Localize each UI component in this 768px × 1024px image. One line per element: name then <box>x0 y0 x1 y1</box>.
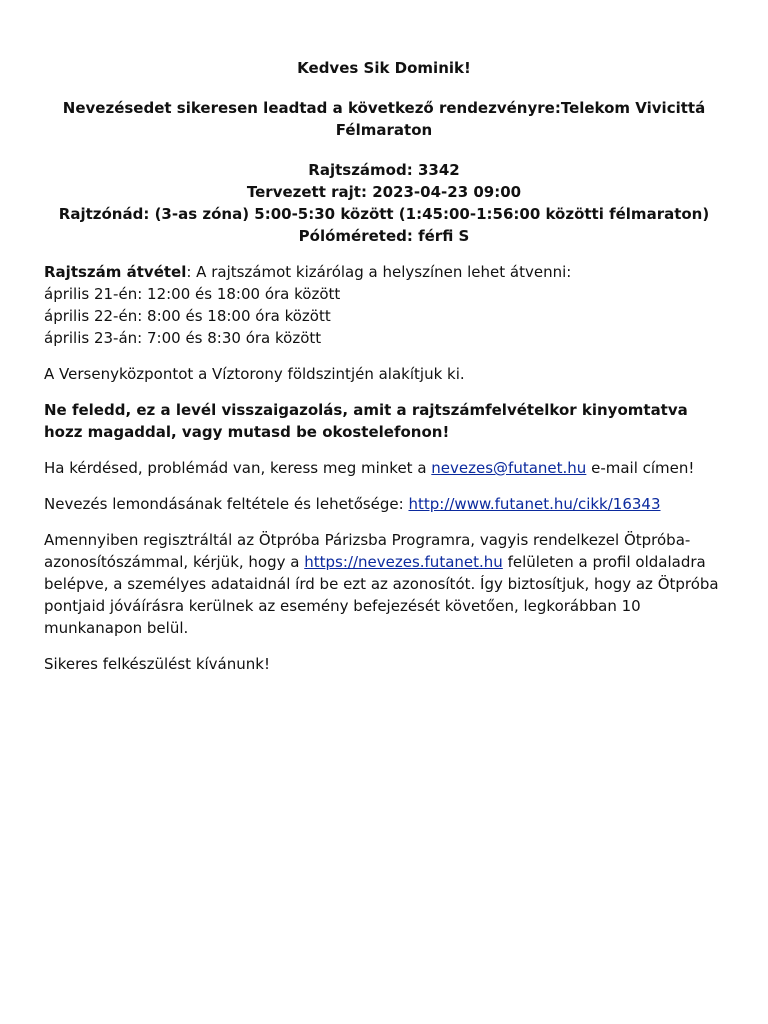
start-time: 2023-04-23 09:00 <box>372 183 522 201</box>
pickup-intro: : A rajtszámot kizárólag a helyszínen lehet átvenni: <box>186 263 572 281</box>
zone-value: (3-as zóna) 5:00-5:30 között (1:45:00-1:56:00 közötti félmaraton) <box>154 205 710 223</box>
event-confirmation <box>44 97 724 141</box>
pickup-time-2: április 22-én: 8:00 és 18:00 óra között <box>44 307 331 325</box>
bib-number: 3342 <box>417 161 460 179</box>
otp-after: felületen a profil oldaladra belépve, a személyes adataidnál írd be ezt az azonosítót. Így biztosítjuk, hogy az Ötpróba pontjaid jóváírásra kerülnek az esemény befejezését követően, legkorábban 10 munkanapon belül. <box>44 553 719 637</box>
zone-row <box>44 203 724 225</box>
pickup-time-1: április 21-én: 12:00 és 18:00 óra között <box>44 285 341 303</box>
shirt-row <box>44 225 724 247</box>
nevezes-link[interactable]: https://nevezes.futanet.hu <box>304 553 503 571</box>
start-label: Tervezett rajt: <box>246 183 367 201</box>
pickup-section <box>44 261 724 349</box>
bib-row <box>44 159 724 181</box>
shirt-label: Pólóméreted: <box>298 227 413 245</box>
event-prefix: Nevezésedet sikeresen leadtad a következő rendezvényre: <box>62 99 561 117</box>
reminder <box>44 399 724 443</box>
contact-after: e-mail címen! <box>586 459 695 477</box>
closing-text: Sikeres felkészülést kívánunk! <box>44 655 270 673</box>
shirt-size: férfi S <box>418 227 470 245</box>
center-info <box>44 363 724 385</box>
email-link[interactable]: nevezes@futanet.hu <box>431 459 587 477</box>
greeting-text: Kedves Sik Dominik! <box>297 59 471 77</box>
otp-before: Amennyiben regisztráltál az Ötpróba Párizsba Programra, vagyis rendelkezel Ötpróba-azonosítószámmal, kérjük, hogy a <box>44 531 691 571</box>
registration-details <box>44 159 724 247</box>
reminder-text: Ne feledd, ez a levél visszaigazolás, amit a rajtszámfelvételkor kinyomtatva hozz magaddal, vagy mutasd be okostelefonon! <box>44 401 688 441</box>
start-row <box>44 181 724 203</box>
center-info-text: A Versenyközpontot a Víztorony földszintjén alakítjuk ki. <box>44 365 465 383</box>
bib-label: Rajtszámod: <box>308 161 413 179</box>
contact-before: Ha kérdésed, problémád van, keress meg minket a <box>44 459 432 477</box>
zone-label: Rajtzónád: <box>58 205 150 223</box>
event-name: Telekom Vivicittá Félmaraton <box>335 99 706 139</box>
contact-line <box>44 457 724 479</box>
closing <box>44 653 724 675</box>
otp-paragraph <box>44 529 724 639</box>
pickup-title: Rajtszám átvétel <box>44 263 187 281</box>
cancel-before: Nevezés lemondásának feltétele és lehetősége: <box>44 495 409 513</box>
cancel-line <box>44 493 724 515</box>
greeting <box>44 57 724 79</box>
pickup-time-3: április 23-án: 7:00 és 8:30 óra között <box>44 329 322 347</box>
cancel-link[interactable]: http://www.futanet.hu/cikk/16343 <box>408 495 661 513</box>
